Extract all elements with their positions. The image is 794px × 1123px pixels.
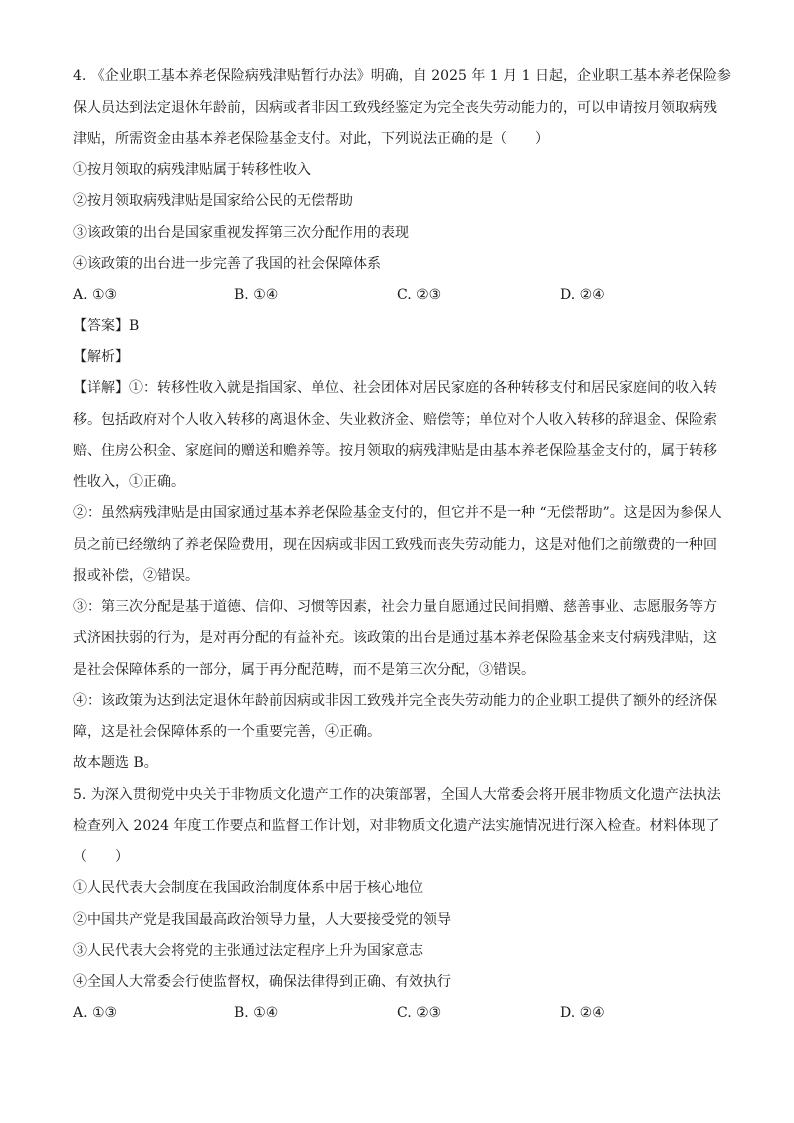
q4-analysis-line-4: 性收入，①正确。 (73, 474, 185, 490)
q4-option-a: A. ①③ (73, 287, 118, 303)
q5-option-c: C. ②③ (397, 1005, 442, 1021)
q5-stem-line-1: 5. 为深入贯彻党中央关于非物质文化遗产工作的决策部署，全国人大常委会将开展非物质文化遗产法执法 (73, 787, 721, 803)
q4-stem-line-2: 保人员达到法定退休年龄前，因病或者非因工致残经鉴定为完全丧失劳动能力的，可以申请按月领取病残 (73, 100, 717, 116)
q4-analysis-label: 【解析】 (73, 349, 129, 365)
q4-analysis-line-11: ④：该政策为达到法定退休年龄前因病或非因工致残并完全丧失劳动能力的企业职工提供了额外的经济保 (73, 693, 717, 709)
q5-stem-line-3: （ ） (73, 849, 129, 865)
q4-answer: 【答案】B (73, 318, 140, 334)
q4-stem-line-3: 津贴，所需资金由基本养老保险基金支付。对此，下列说法正确的是（ ） (73, 131, 549, 147)
q4-statement-3: ③该政策的出台是国家重视发挥第三次分配作用的表现 (73, 225, 409, 241)
q5-option-b: B. ①④ (234, 1005, 279, 1021)
q4-statement-1: ①按月领取的病残津贴属于转移性收入 (73, 162, 311, 178)
q4-statement-2: ②按月领取病残津贴是国家给公民的无偿帮助 (73, 193, 353, 209)
q4-option-c: C. ②③ (397, 287, 442, 303)
q4-options (73, 285, 673, 305)
q4-analysis-line-12: 障，这是社会保障体系的一个重要完善，④正确。 (73, 724, 381, 740)
q5-statement-4: ④全国人大常委会行使监督权，确保法律得到正确、有效执行 (73, 974, 451, 990)
q4-analysis-line-1: 【详解】①：转移性收入就是指国家、单位、社会团体对居民家庭的各种转移支付和居民家庭间的收入转 (73, 380, 717, 396)
q5-option-d: D. ②④ (560, 1005, 605, 1021)
q4-analysis-line-6: 员之前已经缴纳了养老保险费用，现在因病或非因工致残而丧失劳动能力，这是对他们之前缴费的一种回 (73, 537, 717, 553)
q4-analysis-line-3: 赔、住房公积金、家庭间的赠送和赡养等。按月领取的病残津贴是由基本养老保险基金支付的，属于转移 (73, 443, 717, 459)
q4-option-d: D. ②④ (560, 287, 605, 303)
q5-options (73, 1003, 673, 1023)
q4-analysis-line-10: 是社会保障体系的一部分，属于再分配范畴，而不是第三次分配，③错误。 (73, 662, 535, 678)
q4-analysis-line-9: 式济困扶弱的行为，是对再分配的有益补充。该政策的出台是通过基本养老保险基金来支付病残津贴，这 (73, 630, 717, 646)
q4-stem-line-1: 4. 《企业职工基本养老保险病残津贴暂行办法》明确，自 2025 年 1 月 1 日起，企业职工基本养老保险参 (73, 68, 731, 84)
q4-analysis-line-7: 报或补偿，②错误。 (73, 568, 199, 584)
q4-conclusion: 故本题选 B。 (73, 755, 158, 771)
q5-stem-line-2: 检查列入 2024 年度工作要点和监督工作计划，对非物质文化遗产法实施情况进行深入检查。材料体现了 (73, 818, 720, 834)
q4-statement-4: ④该政策的出台进一步完善了我国的社会保障体系 (73, 256, 381, 272)
q4-option-b: B. ①④ (234, 287, 279, 303)
q5-statement-3: ③人民代表大会将党的主张通过法定程序上升为国家意志 (73, 943, 423, 959)
q4-analysis-line-5: ②：虽然病残津贴是由国家通过基本养老保险基金支付的，但它并不是一种 “无偿帮助”。这是因为参保人 (73, 505, 722, 521)
q4-analysis-line-2: 移。包括政府对个人收入转移的离退休金、失业救济金、赔偿等；单位对个人收入转移的辞退金、保险索 (73, 412, 717, 428)
q5-statement-2: ②中国共产党是我国最高政治领导力量，人大要接受党的领导 (73, 912, 451, 928)
q5-option-a: A. ①③ (73, 1005, 118, 1021)
q5-statement-1: ①人民代表大会制度在我国政治制度体系中居于核心地位 (73, 880, 423, 896)
q4-analysis-line-8: ③：第三次分配是基于道德、信仰、习惯等因素，社会力量自愿通过民间捐赠、慈善事业、志愿服务等方 (73, 599, 717, 615)
